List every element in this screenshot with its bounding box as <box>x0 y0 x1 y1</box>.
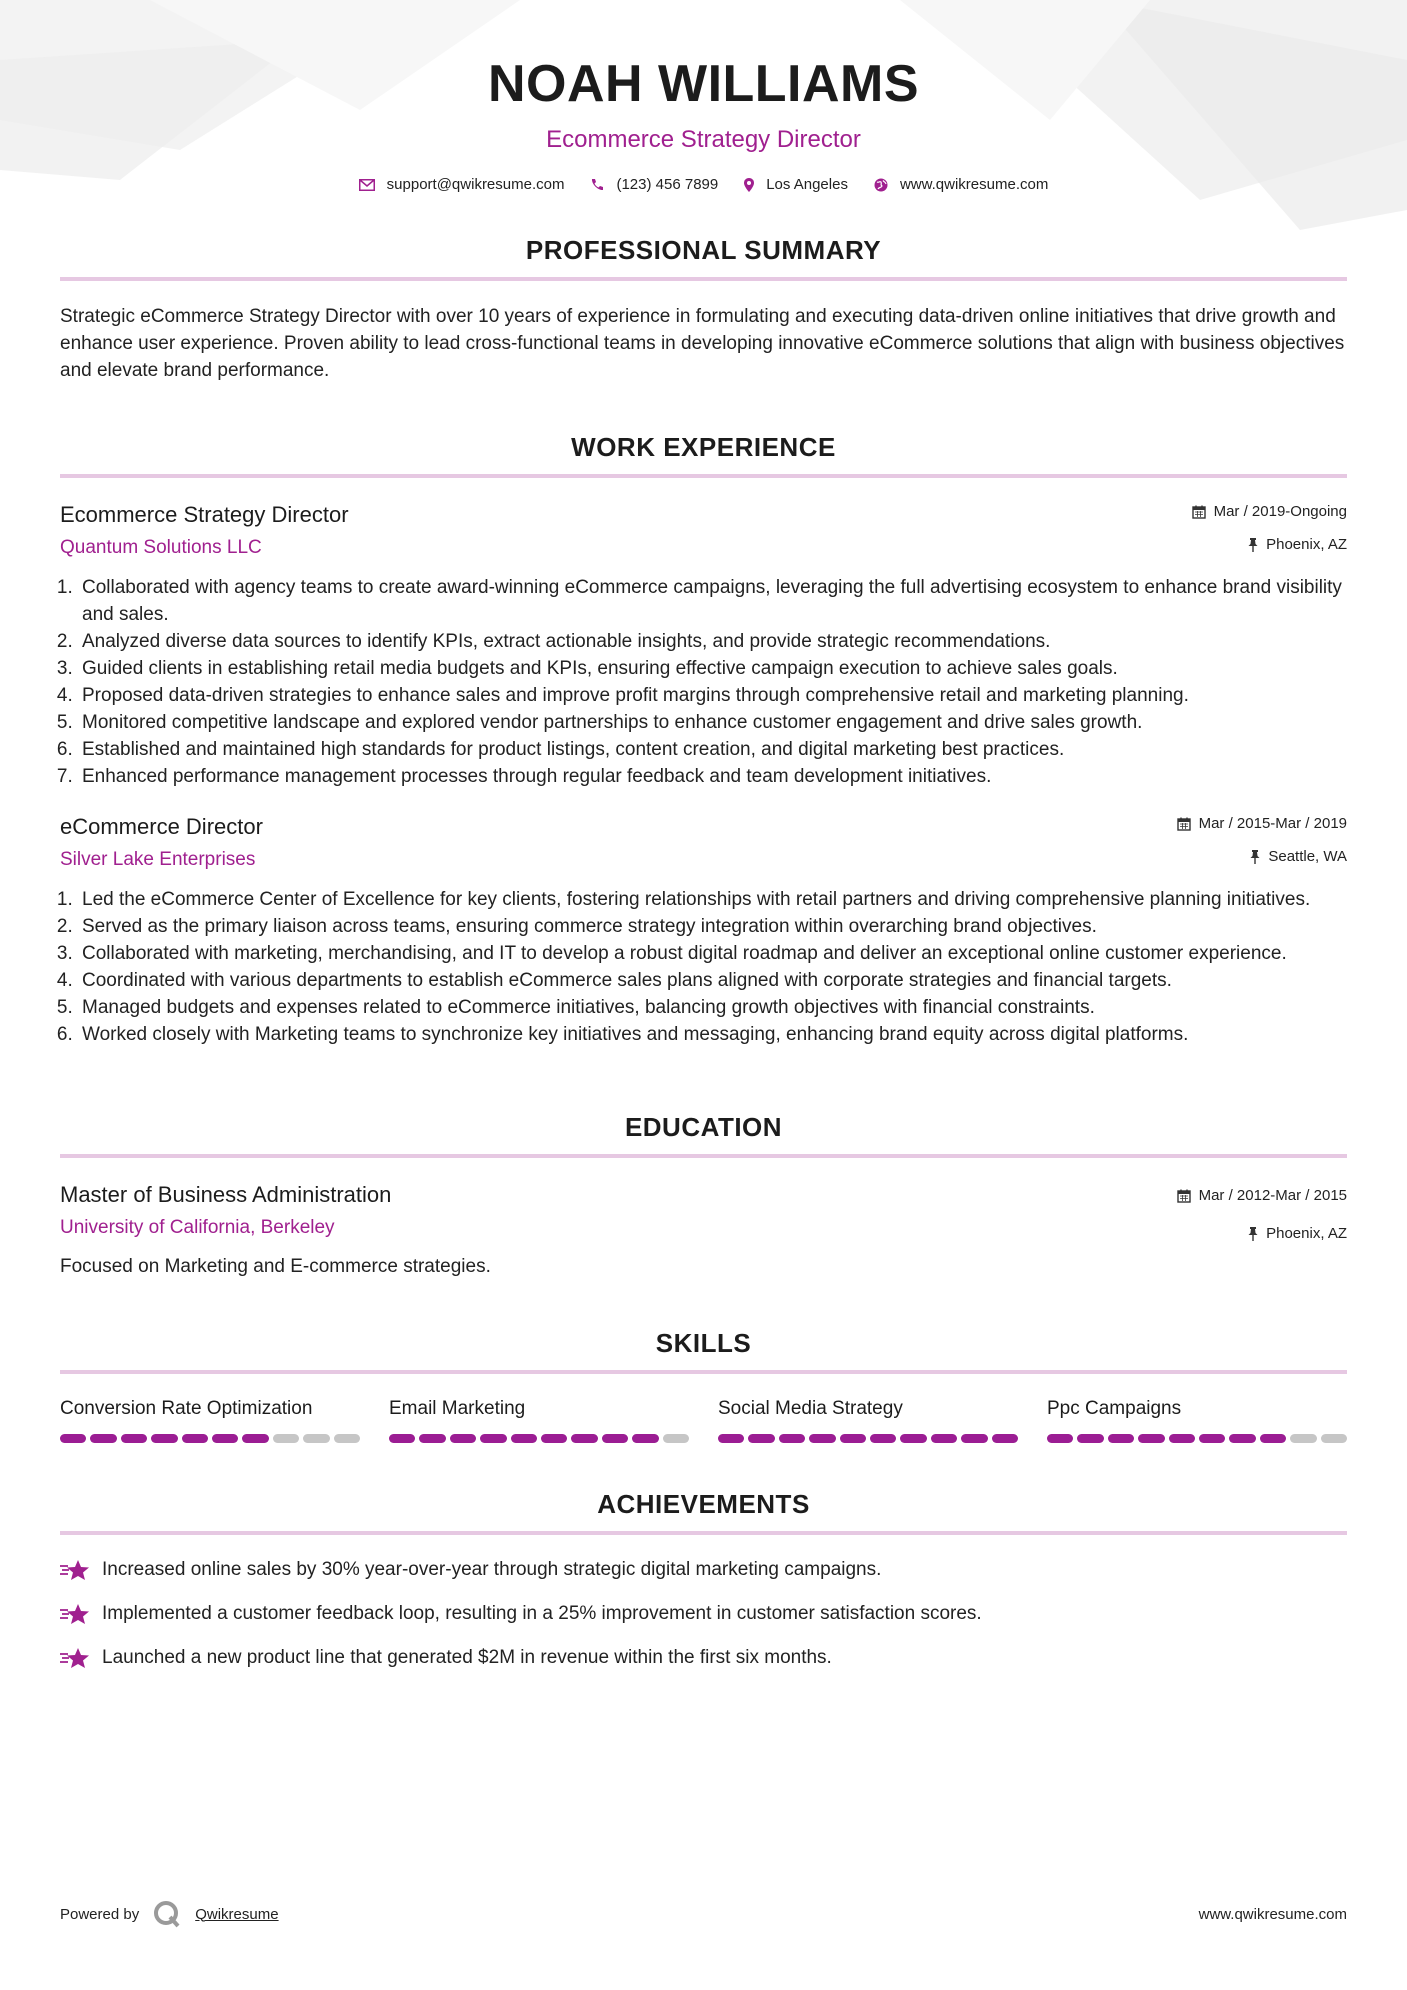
skill-level-bar <box>60 1434 360 1443</box>
skill-item <box>60 1398 360 1443</box>
achievements-section <box>60 1491 1347 1671</box>
skill-name: Social Media Strategy <box>718 1398 903 1419</box>
skill-segment-filled <box>748 1434 774 1443</box>
list-item: 5. Monitored competitive landscape and explored vendor partnerships to enhance customer engagement and drive sales growth. <box>78 709 1347 736</box>
list-item: 7. Enhanced performance management processes through regular feedback and team development initiatives. <box>78 763 1347 790</box>
skill-segment-filled <box>1138 1434 1164 1443</box>
achievement-item <box>60 1557 1347 1583</box>
experience-section <box>60 434 1347 1048</box>
contact-email[interactable] <box>359 176 565 193</box>
globe-icon <box>874 178 888 192</box>
experience-heading: WORK EXPERIENCE <box>571 432 836 462</box>
achievement-text: Implemented a customer feedback loop, resulting in a 25% improvement in customer satisfaction scores. <box>102 1603 982 1624</box>
skill-segment-filled <box>389 1434 415 1443</box>
skill-segment-filled <box>450 1434 476 1443</box>
skill-level-bar <box>389 1434 689 1443</box>
candidate-name: NOAH WILLIAMS <box>487 55 920 113</box>
job-location <box>1177 847 1347 867</box>
school-name: University of California, Berkeley <box>60 1217 335 1238</box>
skills-row <box>60 1398 1347 1443</box>
list-item: 3. Guided clients in establishing retail media budgets and KPIs, ensuring effective campaign execution to achieve sales goals. <box>78 655 1347 682</box>
summary-heading: PROFESSIONAL SUMMARY <box>525 235 882 265</box>
phone-text: (123) 456 7899 <box>616 176 719 193</box>
skill-segment-filled <box>121 1434 147 1443</box>
job-location-text: Seattle, WA <box>1268 848 1347 865</box>
skill-segment-filled <box>1169 1434 1195 1443</box>
skill-segment-filled <box>541 1434 567 1443</box>
education-description: Focused on Marketing and E-commerce strategies. <box>60 1256 491 1277</box>
degree-name: Master of Business Administration <box>60 1182 392 1207</box>
skill-segment-empty <box>1321 1434 1347 1443</box>
skill-segment-filled <box>809 1434 835 1443</box>
pushpin-icon <box>1248 538 1258 552</box>
skill-segment-filled <box>718 1434 744 1443</box>
list-item: 6. Worked closely with Marketing teams to synchronize key initiatives and messaging, enhancing brand equity across digital platforms. <box>78 1021 1347 1048</box>
skill-level-bar <box>1047 1434 1347 1443</box>
job-duties-list <box>60 886 1347 1048</box>
skill-segment-filled <box>480 1434 506 1443</box>
skill-segment-filled <box>60 1434 86 1443</box>
email-text: support@qwikresume.com <box>386 176 565 193</box>
skill-segment-filled <box>1260 1434 1286 1443</box>
skill-segment-filled <box>779 1434 805 1443</box>
skills-heading: SKILLS <box>655 1328 752 1358</box>
skill-name: Conversion Rate Optimization <box>60 1398 313 1419</box>
achievements-list <box>60 1557 1347 1671</box>
skill-segment-empty <box>273 1434 299 1443</box>
job-company: Silver Lake Enterprises <box>60 849 256 870</box>
skill-segment-filled <box>90 1434 116 1443</box>
contact-location <box>744 176 848 193</box>
achievements-heading: ACHIEVEMENTS <box>597 1489 810 1519</box>
education-dates-text: Mar / 2012-Mar / 2015 <box>1198 1187 1347 1204</box>
pushpin-icon <box>1248 1227 1258 1241</box>
candidate-title: Ecommerce Strategy Director <box>546 126 861 153</box>
job-role: Ecommerce Strategy Director <box>60 502 349 527</box>
calendar-icon <box>1177 1189 1191 1203</box>
job-role: eCommerce Director <box>60 814 263 839</box>
skill-level-bar <box>718 1434 1018 1443</box>
calendar-icon <box>1192 505 1206 519</box>
skill-segment-filled <box>212 1434 238 1443</box>
skill-segment-filled <box>931 1434 957 1443</box>
list-item: 1. Led the eCommerce Center of Excellence for key clients, fostering relationships with retail partners and driving comprehensive planning initiatives. <box>78 886 1347 913</box>
envelope-icon <box>359 179 375 191</box>
section-divider <box>60 1531 1347 1535</box>
skill-segment-filled <box>1199 1434 1225 1443</box>
page-footer <box>60 1900 1347 1928</box>
contact-website[interactable] <box>874 176 1048 193</box>
skill-segment-filled <box>511 1434 537 1443</box>
list-item: 1. Collaborated with agency teams to create award-winning eCommerce campaigns, leveraging the full advertising ecosystem to enhance brand visibility and sales. <box>78 574 1347 628</box>
job-duties-list <box>60 574 1347 790</box>
map-pin-icon <box>744 178 754 192</box>
job-dates-text: Mar / 2019-Ongoing <box>1213 503 1347 520</box>
section-divider <box>60 474 1347 478</box>
achievement-item <box>60 1601 1347 1627</box>
phone-icon <box>590 178 604 192</box>
skill-segment-filled <box>1108 1434 1134 1443</box>
skill-name: Email Marketing <box>389 1398 526 1419</box>
list-item: 3. Collaborated with marketing, merchandising, and IT to develop a robust digital roadmap and deliver an exceptional online customer experience. <box>78 940 1347 967</box>
skill-item <box>1047 1398 1347 1443</box>
job-location <box>1192 535 1347 555</box>
achievement-item <box>60 1645 1347 1671</box>
calendar-icon <box>1177 817 1191 831</box>
skill-segment-filled <box>1047 1434 1073 1443</box>
skill-segment-filled <box>602 1434 628 1443</box>
skills-section <box>60 1330 1347 1443</box>
shooting-star-icon <box>60 1603 90 1625</box>
footer-website[interactable]: www.qwikresume.com <box>1198 1905 1347 1923</box>
summary-section <box>60 237 1347 384</box>
skill-segment-filled <box>1229 1434 1255 1443</box>
job-company: Quantum Solutions LLC <box>60 537 262 558</box>
section-divider <box>60 1370 1347 1374</box>
achievement-text: Launched a new product line that generated $2M in revenue within the first six months. <box>102 1647 832 1668</box>
powered-by-label: Powered by <box>60 1905 140 1923</box>
section-divider <box>60 1154 1347 1158</box>
list-item: 6. Established and maintained high standards for product listings, content creation, and digital marketing best practices. <box>78 736 1347 763</box>
skill-segment-empty <box>1290 1434 1316 1443</box>
job-dates <box>1192 502 1347 522</box>
skill-segment-empty <box>334 1434 360 1443</box>
list-item: 2. Analyzed diverse data sources to identify KPIs, extract actionable insights, and provide strategic recommendations. <box>78 628 1347 655</box>
skill-item <box>389 1398 689 1443</box>
skill-segment-filled <box>992 1434 1018 1443</box>
job-entry <box>60 502 1347 790</box>
education-dates <box>1177 1186 1347 1206</box>
job-dates-text: Mar / 2015-Mar / 2019 <box>1198 815 1347 832</box>
skill-segment-filled <box>840 1434 866 1443</box>
skill-segment-filled <box>571 1434 597 1443</box>
summary-text: Strategic eCommerce Strategy Director with over 10 years of experience in formulating and executing data-driven online initiatives that drive growth and enhance user experience. Proven ability to lead cross-functional teams in developing innovative eCommerce solutions that align with business objectives and elevate brand performance. <box>60 306 1345 381</box>
list-item: 2. Served as the primary liaison across teams, ensuring commerce strategy integration within overarching brand objectives. <box>78 913 1347 940</box>
brand-link[interactable]: Qwikresume <box>195 1905 279 1923</box>
list-item: 5. Managed budgets and expenses related to eCommerce initiatives, balancing growth objectives with financial constraints. <box>78 994 1347 1021</box>
skill-segment-filled <box>242 1434 268 1443</box>
section-divider <box>60 277 1347 281</box>
skill-segment-filled <box>151 1434 177 1443</box>
skill-segment-filled <box>419 1434 445 1443</box>
skill-segment-filled <box>961 1434 987 1443</box>
list-item: 4. Proposed data-driven strategies to enhance sales and improve profit margins through comprehensive retail and marketing planning. <box>78 682 1347 709</box>
skill-name: Ppc Campaigns <box>1047 1398 1182 1419</box>
qwikresume-logo-icon <box>153 1900 181 1928</box>
skill-segment-filled <box>632 1434 658 1443</box>
job-dates <box>1177 814 1347 834</box>
location-text: Los Angeles <box>766 176 848 193</box>
resume-header <box>60 0 1347 193</box>
skill-segment-filled <box>182 1434 208 1443</box>
powered-by <box>60 1900 279 1928</box>
contact-phone[interactable] <box>590 176 718 193</box>
achievement-text: Increased online sales by 30% year-over-year through strategic digital marketing campaigns. <box>102 1559 882 1580</box>
education-location-text: Phoenix, AZ <box>1266 1225 1347 1242</box>
skill-segment-filled <box>1077 1434 1103 1443</box>
education-section <box>60 1114 1347 1280</box>
shooting-star-icon <box>60 1559 90 1581</box>
job-entry <box>60 814 1347 1048</box>
education-location <box>1177 1224 1347 1244</box>
pushpin-icon <box>1250 850 1260 864</box>
shooting-star-icon <box>60 1647 90 1669</box>
skill-segment-filled <box>900 1434 926 1443</box>
skill-segment-empty <box>663 1434 689 1443</box>
contact-bar <box>60 176 1347 193</box>
education-heading: EDUCATION <box>624 1112 783 1142</box>
skill-segment-filled <box>870 1434 896 1443</box>
job-location-text: Phoenix, AZ <box>1266 536 1347 553</box>
list-item: 4. Coordinated with various departments to establish eCommerce sales plans aligned with corporate strategies and financial targets. <box>78 967 1347 994</box>
website-text: www.qwikresume.com <box>899 176 1049 193</box>
education-entry <box>60 1182 1347 1280</box>
skill-item <box>718 1398 1018 1443</box>
skill-segment-empty <box>303 1434 329 1443</box>
